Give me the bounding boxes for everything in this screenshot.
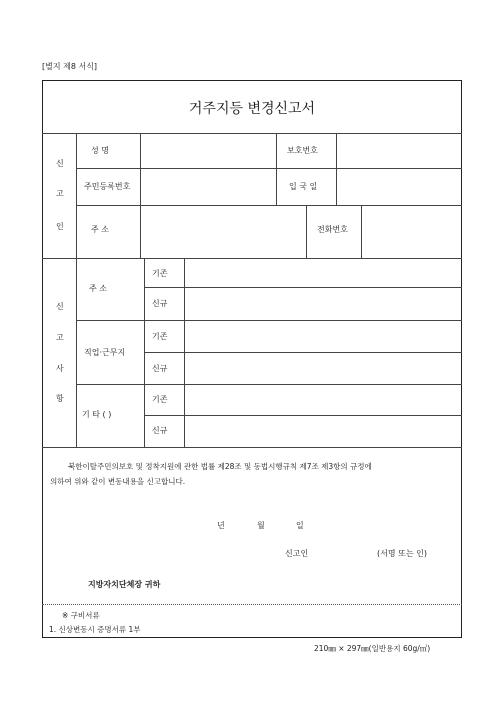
attachments-header: ※ 구비서류 <box>62 611 100 620</box>
item-label-address: 주 소 <box>89 284 107 293</box>
section-char: 고 <box>56 333 64 342</box>
signer-sign: (서명 또는 인) <box>377 549 427 558</box>
divider <box>76 133 77 258</box>
divider <box>42 258 462 259</box>
divider <box>144 352 462 353</box>
item-label-job: 직업·근무지 <box>84 348 126 357</box>
form-label: [별지 제8 서식] <box>42 62 98 71</box>
form-title: 거주지등 변경신고서 <box>188 101 316 117</box>
section-char: 사 <box>56 364 64 373</box>
divider <box>361 205 362 258</box>
entry-date-label: 입 국 일 <box>289 182 318 191</box>
date-day: 일 <box>296 521 304 530</box>
after-label: 신규 <box>152 426 168 435</box>
section-char: 신 <box>56 159 64 168</box>
divider <box>42 447 462 448</box>
address-label: 주 소 <box>91 225 109 234</box>
before-label: 기존 <box>152 332 168 341</box>
date-year: 년 <box>217 521 225 530</box>
recipient: 지방자치단체장 귀하 <box>88 580 161 589</box>
phone-label: 전화번호 <box>317 225 348 234</box>
resident-no-label: 주민등록번호 <box>84 182 131 191</box>
divider <box>76 384 462 385</box>
after-label: 신규 <box>152 299 168 308</box>
section-char: 신 <box>56 302 64 311</box>
divider <box>306 205 307 258</box>
paper-size: 210㎜ × 297㎜(일반용지 60g/㎡) <box>314 644 431 653</box>
protection-no-label: 보호번호 <box>287 146 318 155</box>
before-label: 기존 <box>152 395 168 404</box>
divider <box>276 133 277 205</box>
section-char: 항 <box>56 394 64 403</box>
divider <box>144 287 462 288</box>
before-label: 기존 <box>152 269 168 278</box>
attachments-item: 1. 신상변동시 증명서류 1부 <box>49 625 141 634</box>
section-char: 고 <box>56 189 64 198</box>
declaration-line-2: 의하여 위와 같이 변동내용을 신고합니다. <box>50 477 186 486</box>
declaration-line-1: 북한이탈주민의보호 및 정착지원에 관한 법률 제28조 및 동법시행규칙 제7조 제3항의 규정에 <box>68 462 372 471</box>
divider <box>76 320 462 321</box>
divider <box>76 205 462 206</box>
item-label-other: 기 타 ( ) <box>82 410 112 419</box>
signer-label: 신고인 <box>285 549 309 558</box>
dotted-divider <box>42 604 462 605</box>
date-month: 월 <box>257 521 265 530</box>
divider <box>140 133 141 258</box>
divider <box>76 258 77 447</box>
divider <box>42 133 462 134</box>
divider <box>144 415 462 416</box>
divider <box>336 133 337 205</box>
section-char: 인 <box>56 222 64 231</box>
divider <box>76 168 462 169</box>
name-label: 성 명 <box>91 146 109 155</box>
after-label: 신규 <box>152 364 168 373</box>
